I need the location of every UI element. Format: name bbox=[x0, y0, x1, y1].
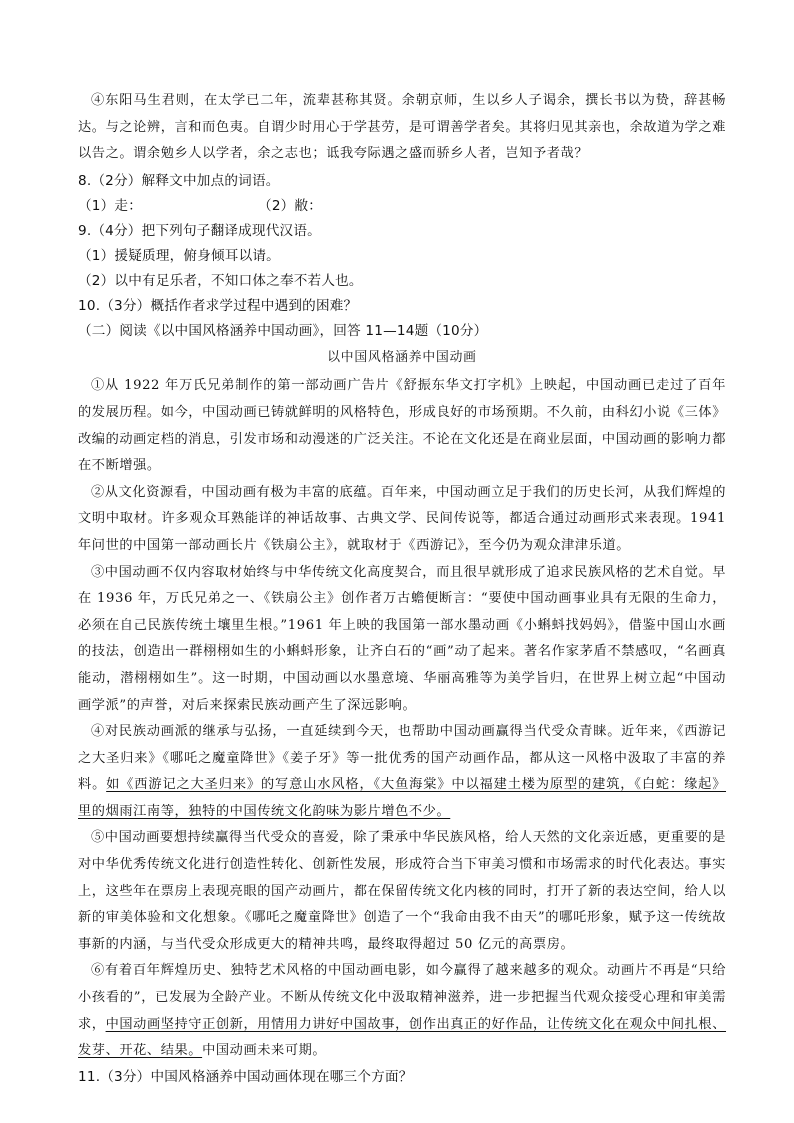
passage2-para3: ③中国动画不仅内容取材始终与中华传统文化高度契合，而且很早就形成了追求民族风格的艺术自觉。早在 1936 年，万氏兄弟之一、《铁扇公主》创作者万古蟾便断言：“要使中国动画事业具有无限的生命力，必须在自己民族传统土壤里生根。”1961 年上映的我国第一部水墨动画《小蝌蚪找妈妈》，借鉴中国山水画的技法，创造出一群栩栩如生的小蝌蚪形象，让齐白石的“画”动了起来。著名作家茅盾不禁感叹，“名画真能动，潜栩栩如生”。这一时期，中国动画以水墨意境、华丽高雅等为美学旨归，在世界上树立起“中国动画学派”的声誉，对后来探索民族动画产生了深远影响。 bbox=[78, 564, 726, 713]
passage2-para4 bbox=[78, 719, 726, 825]
question-9: 9.（4分）把下列句子翻译成现代汉语。 bbox=[78, 222, 321, 239]
passage2-para2: ②从文化资源看，中国动画有极为丰富的底蕴。百年来，中国动画立足于我们的历史长河，从我们辉煌的文明中取材。许多观众耳熟能详的神话故事、古典文学、民间传说等，都适合通过动画形式来表现。1941 年问世的中国第一部动画长片《铁扇公主》，就取材于《西游记》，至今仍为观众津津乐道。 bbox=[78, 484, 726, 553]
passage2-title: 以中国风格涵养中国动画 bbox=[327, 349, 477, 365]
question-10: 10.（3分）概括作者求学过程中遇到的困难？ bbox=[78, 297, 358, 314]
passage2-para6 bbox=[78, 958, 726, 1064]
question-9-item-2: （2）以中有足乐者，不知口体之奉不若人也。 bbox=[78, 272, 363, 289]
question-8-items bbox=[78, 194, 726, 219]
question-8: 8.（2分）解释文中加点的词语。 bbox=[78, 172, 280, 189]
passage2-para6-end: 中国动画未来可期。 bbox=[202, 1043, 327, 1059]
passage2-para1: ①从 1922 年万氏兄弟制作的第一部动画广告片《舒振东华文打字机》上映起，中国动画已走过了百年的发展历程。如今，中国动画已铸就鲜明的风格特色，形成良好的市场预期。不久前，由科幻小说《三体》改编的动画定档的消息，引发市场和动漫迷的广泛关注。不论在文化还是在商业层面，中国动画的影响力都在不断增强。 bbox=[78, 378, 727, 474]
passage2-para6-text: ⑥有着百年辉煌历史、独特艺术风格的中国动画电影，如今赢得了越来越多的观众。动画片不再是“只给小孩看的”，已发展为全龄产业。不断从传统文化中汲取精神滋养，进一步把握当代观众接受心理和审美需求， bbox=[78, 963, 726, 1032]
exam-page bbox=[78, 88, 726, 1090]
question-8-item-1: （1）走： bbox=[78, 197, 143, 214]
question-9-item-1: （1）援疑质理，俯身倾耳以请。 bbox=[78, 247, 280, 264]
passage2-para6-underlined: 中国动画坚持守正创新，用情用力讲好中国故事，创作出真正的好作品，让传统文化在观众中间扎根、发芽、开花、结果。 bbox=[78, 1016, 727, 1059]
passage2-para4-underlined: 如《西游记之大圣归来》的写意山水风格，《大鱼海棠》中以福建土楼为原型的建筑，《白蛇：缘起》里的烟雨江南等，独特的中国传统文化韵味为影片增色不少。 bbox=[78, 777, 727, 819]
question-8-item-2: （2）敝： bbox=[258, 197, 323, 214]
section-2-heading: （二）阅读《以中国风格涵养中国动画》，回答 11—14题（10分） bbox=[78, 322, 488, 339]
question-11: 11.（3分）中国风格涵养中国动画体现在哪三个方面？ bbox=[78, 1068, 413, 1085]
passage2-para4-text: ④对民族动画派的继承与弘扬，一直延续到今天，也帮助中国动画赢得当代受众青睐。近年来，《西游记之大圣归来》《哪吒之魔童降世》《姜子牙》等一批优秀的国产动画作品，都从这一风格中汲取了丰富的养料。 bbox=[78, 724, 726, 793]
passage2-para5: ⑤中国动画要想持续赢得当代受众的喜爱，除了秉承中华民族风格，给人天然的文化亲近感，更重要的是对中华优秀传统文化进行创造性转化、创新性发展，形成符合当下审美习惯和市场需求的时代化表达。事实上，这些年在票房上表现亮眼的国产动画片，都在保留传统文化内核的同时，打开了新的表达空间，给人以新的审美体验和文化想象。《哪吒之魔童降世》创造了一个“我命由我不由天”的哪吒形象，赋予这一传统故事新的内涵，与当代受众形成更大的精神共鸣，最终取得超过 50 亿元的高票房。 bbox=[78, 830, 727, 952]
passage1-para4: ④东阳马生君则，在太学已二年，流辈甚称其贤。余朝京师，生以乡人子谒余，撰长书以为贽，辞甚畅达。与之论辨，言和而色夷。自谓少时用心于学甚劳，是可谓善学者矣。其将归见其亲也，余故道为学之难以告之。谓余勉乡人以学者，余之志也；诋我夸际遇之盛而骄乡人者，岂知予者哉？ bbox=[78, 93, 727, 162]
